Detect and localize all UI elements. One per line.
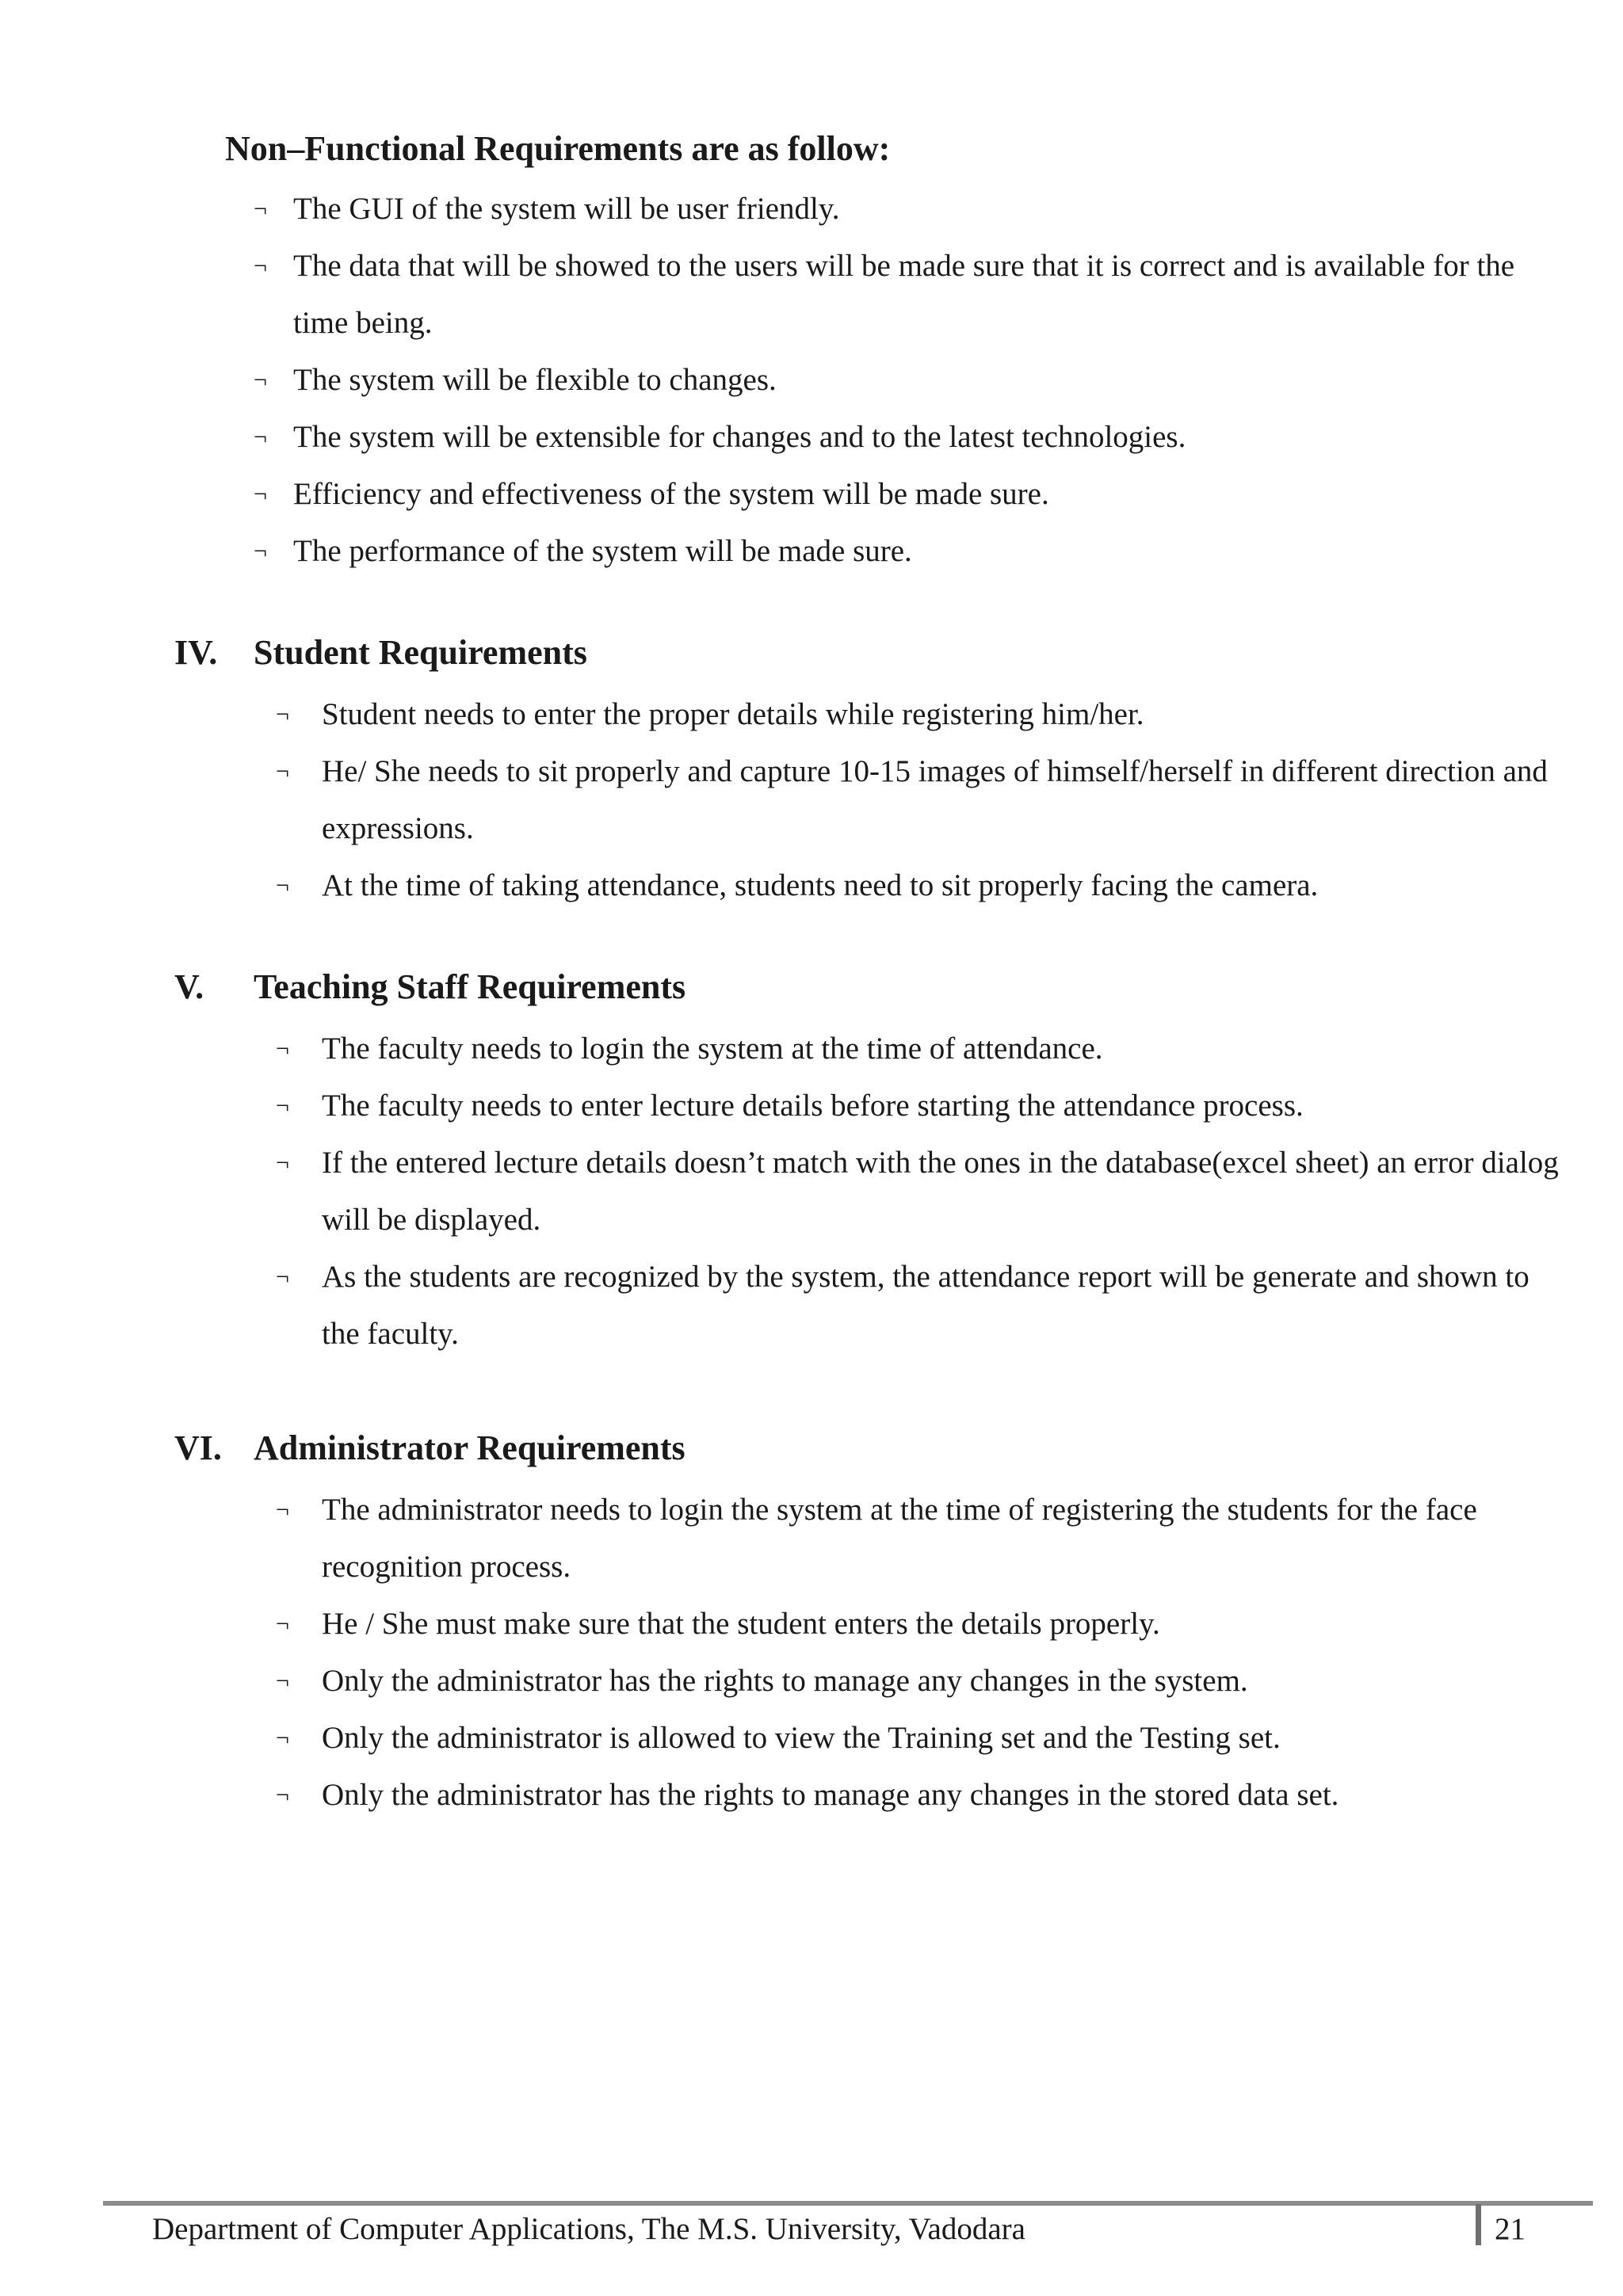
list-item-text: The system will be extensible for changes and to the latest technologies.	[293, 420, 1186, 454]
list-item	[276, 1249, 1566, 1363]
section-title: Student Requirements	[254, 633, 587, 672]
list-item-text: The GUI of the system will be user friendly.	[293, 192, 840, 226]
bullet-icon: ¬	[276, 1264, 289, 1290]
bullet-icon: ¬	[276, 1782, 289, 1808]
list-item-text: Only the administrator has the rights to manage any changes in the system.	[322, 1664, 1248, 1698]
bullet-icon: ¬	[254, 367, 267, 393]
list-item	[276, 1653, 1566, 1710]
list-item	[276, 1596, 1566, 1653]
list-item-text: The faculty needs to enter lecture details before starting the attendance process.	[322, 1089, 1304, 1123]
bullet-icon: ¬	[276, 1611, 289, 1637]
bullet-icon: ¬	[276, 872, 289, 898]
footer-separator	[1476, 2204, 1481, 2245]
list-item	[276, 1020, 1566, 1077]
list-item-text: The faculty needs to login the system at the time of attendance.	[322, 1032, 1103, 1066]
list-item	[276, 1767, 1566, 1824]
list-item	[276, 1710, 1566, 1767]
list-item	[276, 686, 1566, 743]
section-number: V.	[174, 967, 204, 1006]
footer-department: Department of Computer Applications, The M.S. University, Vadodara	[152, 2212, 1025, 2246]
bullet-icon: ¬	[276, 1150, 289, 1176]
bullet-icon: ¬	[276, 1668, 289, 1694]
bullet-icon: ¬	[276, 1093, 289, 1119]
list-item	[254, 466, 1561, 523]
list-item-text: If the entered lecture details doesn’t match with the ones in the database(excel sheet) an error dialog will be displayed.	[322, 1146, 1559, 1237]
nonfunctional-list	[254, 181, 1561, 580]
list-item	[276, 1077, 1566, 1135]
list-item	[254, 523, 1561, 580]
list-item-text: Student needs to enter the proper details while registering him/her.	[322, 697, 1144, 731]
list-item-text: Only the administrator is allowed to view the Training set and the Testing set.	[322, 1721, 1281, 1755]
section-heading-administrator	[174, 1426, 685, 1470]
list-item	[276, 1482, 1566, 1596]
nonfunctional-heading: Non–Functional Requirements are as follow:	[225, 129, 891, 168]
section-heading-student	[174, 631, 587, 675]
list-item-text: As the students are recognized by the system, the attendance report will be generate and shown to the faculty.	[322, 1260, 1529, 1351]
list-item	[254, 352, 1561, 409]
section-number: IV.	[174, 633, 218, 672]
list-item-text: The data that will be showed to the users will be made sure that it is correct and is available for the time being.	[293, 249, 1515, 340]
bullet-icon: ¬	[254, 253, 267, 279]
bullet-icon: ¬	[276, 1035, 289, 1062]
section-title: Teaching Staff Requirements	[254, 967, 686, 1006]
list-item-text: Only the administrator has the rights to manage any changes in the stored data set.	[322, 1778, 1339, 1812]
administrator-requirements-list	[276, 1482, 1566, 1824]
footer-divider	[103, 2201, 1593, 2206]
list-item-text: The administrator needs to login the system at the time of registering the students for the face recognition process.	[322, 1493, 1477, 1584]
list-item-text: The system will be flexible to changes.	[293, 363, 777, 397]
list-item	[276, 857, 1566, 914]
list-item	[254, 238, 1561, 352]
section-number: VI.	[174, 1428, 222, 1467]
bullet-icon: ¬	[276, 701, 289, 727]
list-item-text: The performance of the system will be made sure.	[293, 534, 912, 568]
bullet-icon: ¬	[254, 538, 267, 564]
bullet-icon: ¬	[276, 1725, 289, 1751]
bullet-icon: ¬	[276, 758, 289, 784]
bullet-icon: ¬	[254, 196, 267, 222]
list-item	[254, 409, 1561, 466]
section-heading-teaching-staff	[174, 965, 685, 1009]
list-item-text: Efficiency and effectiveness of the system will be made sure.	[293, 477, 1049, 511]
list-item	[254, 181, 1561, 238]
bullet-icon: ¬	[254, 424, 267, 450]
list-item	[276, 743, 1566, 857]
bullet-icon: ¬	[276, 1497, 289, 1523]
list-item	[276, 1135, 1566, 1249]
student-requirements-list	[276, 686, 1566, 914]
bullet-icon: ¬	[254, 481, 267, 507]
section-title: Administrator Requirements	[254, 1428, 685, 1467]
list-item-text: At the time of taking attendance, students need to sit properly facing the camera.	[322, 868, 1319, 902]
list-item-text: He/ She needs to sit properly and capture 10-15 images of himself/herself in different direction and expressions.	[322, 754, 1548, 845]
list-item-text: He / She must make sure that the student enters the details properly.	[322, 1607, 1160, 1641]
teaching-staff-requirements-list	[276, 1020, 1566, 1363]
page-number: 21	[1495, 2212, 1526, 2246]
